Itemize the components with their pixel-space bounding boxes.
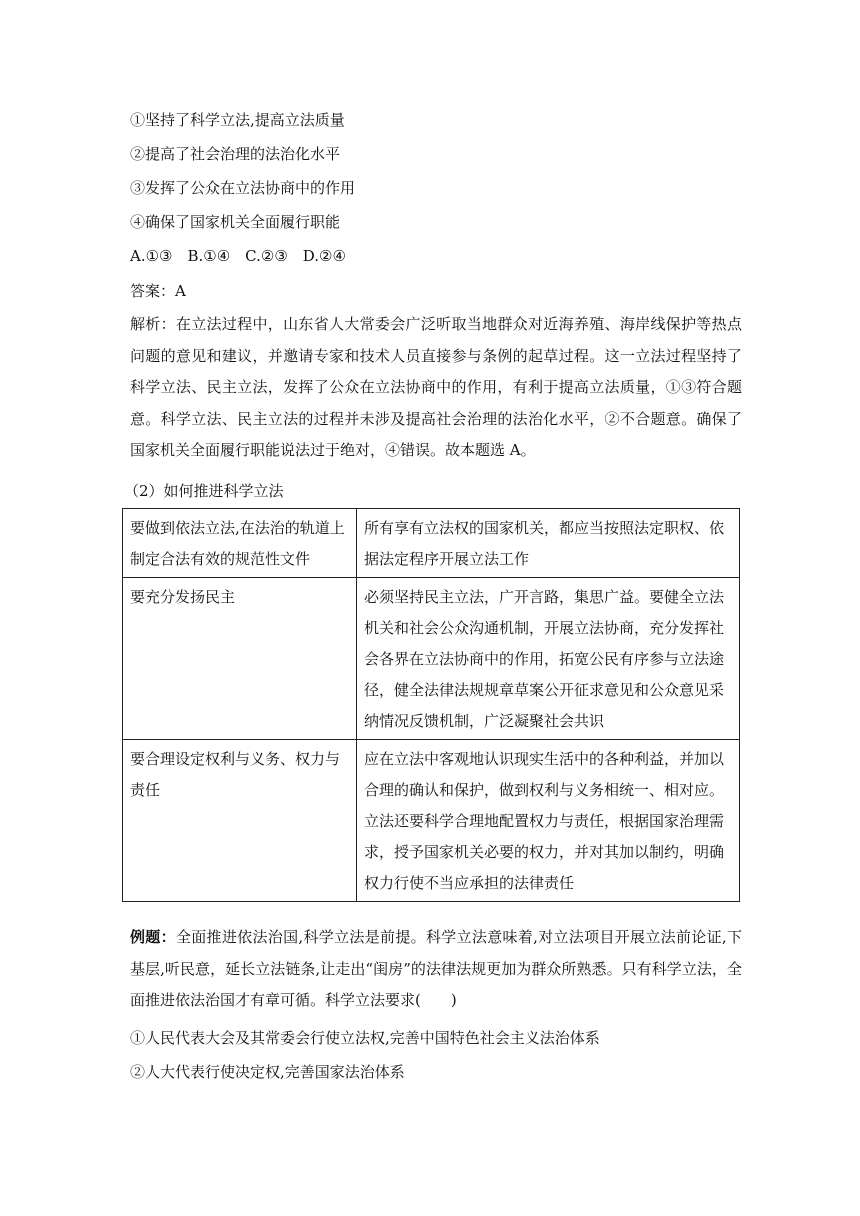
option-2: ②提高了社会治理的法治化水平	[130, 145, 341, 163]
analysis-paragraph: 解析：在立法过程中，山东省人大常委会广泛听取当地群众对近海养殖、海岸线保护等热点问题的意见和建议，并邀请专家和技术人员直接参与条例的起草过程。这一立法过程坚持了科学立法、民主立法，发挥了公众在立法协商中的作用，有利于提高立法质量，①③符合题意。科学立法、民主立法的过程并未涉及提高社会治理的法治化水平，②不合题意。确保了国家机关全面履行职能说法过于绝对，④错误。故本题选 A。	[130, 315, 742, 459]
example-text: 全面推进依法治国,科学立法是前提。科学立法意味着,对立法项目开展立法前论证,下基层,听民意，延长立法链条,让走出“闺房”的法律法规更加为群众所熟悉。只有科学立法，全面推进依法治国才有章可循。科学立法要求( )	[130, 928, 742, 1009]
table-cell-requirement: 要充分发扬民主	[123, 578, 357, 740]
table-cell-explanation: 应在立法中客观地认识现实生活中的各种利益，并加以合理的确认和保护，做到权利与义务相统一、相对应。立法还要科学合理地配置权力与责任，根据国家治理需求，授予国家机关必要的权力，并对其加以制约，明确权力行使不当应承担的法律责任	[357, 740, 740, 902]
table-row	[123, 509, 740, 578]
option-3: ③发挥了公众在立法协商中的作用	[130, 179, 356, 197]
option-4: ④确保了国家机关全面履行职能	[130, 213, 341, 231]
example-option-2: ②人大代表行使决定权,完善国家法治体系	[130, 1063, 405, 1081]
table-cell-explanation: 所有享有立法权的国家机关，都应当按照法定职权、依据法定程序开展立法工作	[357, 509, 740, 578]
example-option-1: ①人民代表大会及其常委会行使立法权,完善中国特色社会主义法治体系	[130, 1029, 600, 1047]
table-row	[123, 740, 740, 902]
legislation-table	[122, 508, 740, 902]
example-label: 例题：	[130, 928, 176, 946]
answer-choices: A.①③ B.①④ C.②③ D.②④	[130, 247, 346, 265]
table-cell-requirement: 要做到依法立法,在法治的轨道上制定合法有效的规范性文件	[123, 509, 357, 578]
table-row	[123, 578, 740, 740]
example-question	[130, 922, 742, 1017]
section-heading: （2）如何推进科学立法	[124, 482, 284, 500]
table-cell-explanation: 必须坚持民主立法，广开言路，集思广益。要健全立法机关和社会公众沟通机制，开展立法协商，充分发挥社会各界在立法协商中的作用，拓宽公民有序参与立法途径，健全法律法规规章草案公开征求意见和公众意见采纳情况反馈机制，广泛凝聚社会共识	[357, 578, 740, 740]
option-1: ①坚持了科学立法,提高立法质量	[130, 111, 345, 129]
answer: 答案：A	[130, 282, 186, 300]
table-cell-requirement: 要合理设定权利与义务、权力与责任	[123, 740, 357, 902]
